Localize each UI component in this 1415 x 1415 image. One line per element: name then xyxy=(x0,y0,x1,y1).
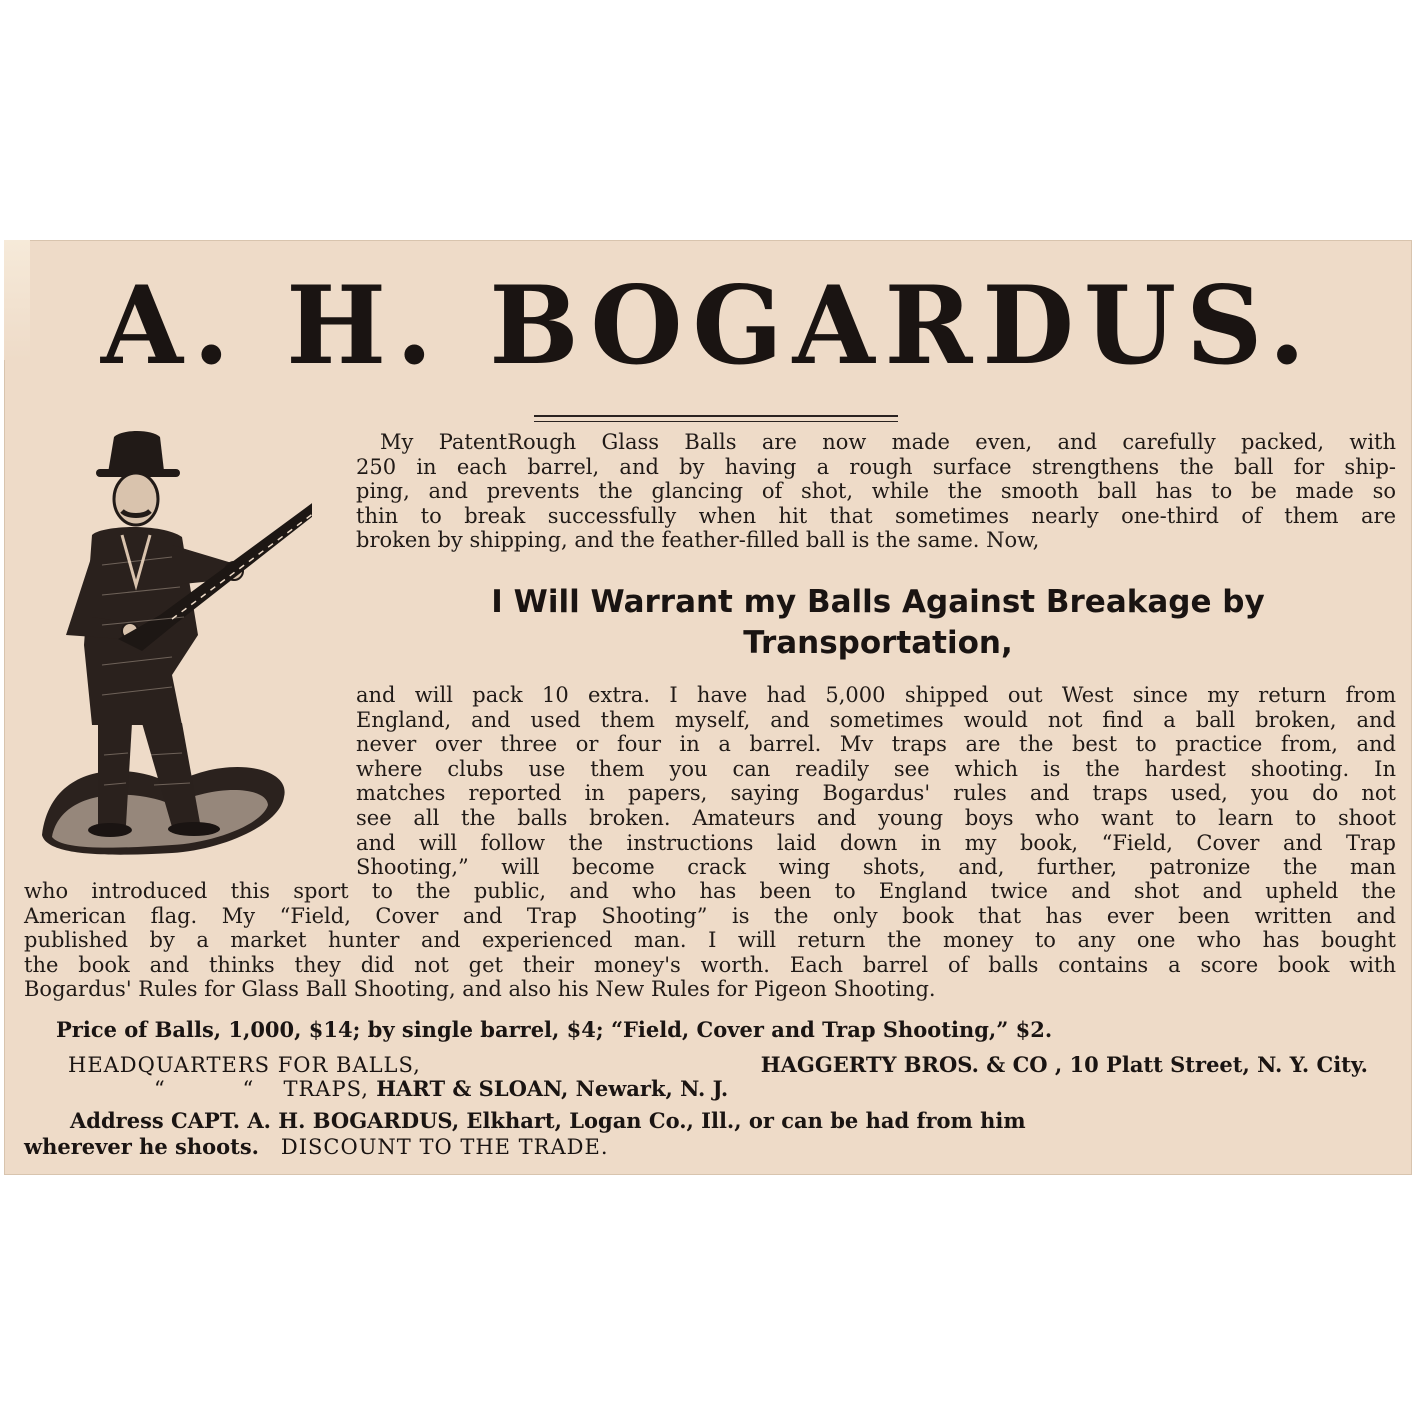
paragraph-line: see all the balls broken. Amateurs and young boys who want to learn to shoot xyxy=(356,805,1396,830)
title-divider xyxy=(534,415,898,422)
paragraph-line: ping, and prevents the glancing of shot, while the smooth ball has to be made so xyxy=(356,479,1396,504)
warranty-heading-line-1: I Will Warrant my Balls Against Breakage by xyxy=(491,584,1265,620)
traps-label: TRAPS, xyxy=(283,1077,369,1101)
paragraph-line: England, and used them myself, and sometimes would not find a ball broken, and xyxy=(356,707,1396,732)
body-paragraph-narrow xyxy=(356,683,1396,880)
paragraph-line: the book and thinks they did not get their money's worth. Each barrel of balls contains a score book with xyxy=(24,952,1396,977)
paragraph-line: thin to break successfully when hit that sometimes nearly one-third of them are xyxy=(356,503,1396,528)
headquarters-traps-line xyxy=(154,1076,728,1102)
intro-paragraph xyxy=(356,430,1396,553)
advertisement-title: A. H. BOGARDUS. xyxy=(100,263,1316,389)
paragraph-line: Shooting,” will become crack wing shots, and, further, patronize the man xyxy=(356,855,1396,880)
paragraph-line: broken by shipping, and the feather-filled ball is the same. Now, xyxy=(356,528,1040,553)
paragraph-line: matches reported in papers, saying Bogardus' rules and traps used, you do not xyxy=(356,781,1396,806)
traps-vendor: HART & SLOAN, Newark, N. J. xyxy=(376,1076,729,1101)
marksman-with-rifle-illustration xyxy=(22,425,312,865)
advertisement-clipping xyxy=(4,240,1412,1175)
address-wherever: wherever he shoots. xyxy=(24,1134,259,1159)
paragraph-line: American flag. My “Field, Cover and Trap Shooting” is the only book that has ever been written and xyxy=(24,903,1396,928)
paragraph-line: published by a market hunter and experienced man. I will return the money to any one who has bought xyxy=(24,928,1396,953)
price-line: Price of Balls, 1,000, $14; by single barrel, $4; “Field, Cover and Trap Shooting,” $2. xyxy=(56,1017,1053,1042)
discount-notice: DISCOUNT TO THE TRADE. xyxy=(280,1135,609,1159)
paragraph-line: where clubs use them you can readily see which is the hardest shooting. In xyxy=(356,756,1396,781)
warranty-heading-line-2: Transportation, xyxy=(743,625,1013,661)
paragraph-line: who introduced this sport to the public, and who has been to England twice and shot and upheld the xyxy=(24,879,1396,903)
paragraph-line: 250 in each barrel, and by having a rough surface strengthens the ball for ship- xyxy=(356,454,1396,479)
paragraph-line: and will pack 10 extra. I have had 5,000 shipped out West since my return from xyxy=(356,683,1396,707)
headquarters-balls-line xyxy=(68,1052,1368,1078)
paragraph-line: Bogardus' Rules for Glass Ball Shooting, and also his New Rules for Pigeon Shooting. xyxy=(24,977,936,1002)
address-line-2 xyxy=(24,1134,609,1160)
headquarters-label: HEADQUARTERS FOR BALLS, xyxy=(68,1053,421,1077)
headquarters-balls-vendor: HAGGERTY BROS. & CO , 10 Platt Street, N. Y. City. xyxy=(760,1052,1368,1077)
paragraph-line: never over three or four in a barrel. Mv traps are the best to practice from, and xyxy=(356,732,1396,757)
paragraph-line: and will follow the instructions laid down in my book, “Field, Cover and Trap xyxy=(356,830,1396,855)
paragraph-line: My PatentRough Glass Balls are now made even, and carefully packed, with xyxy=(380,430,1396,454)
ditto-marks: “ “ xyxy=(154,1077,255,1101)
address-line-1: Address CAPT. A. H. BOGARDUS, Elkhart, Logan Co., Ill., or can be had from him xyxy=(70,1108,1026,1133)
body-paragraph-wide xyxy=(24,879,1396,1002)
